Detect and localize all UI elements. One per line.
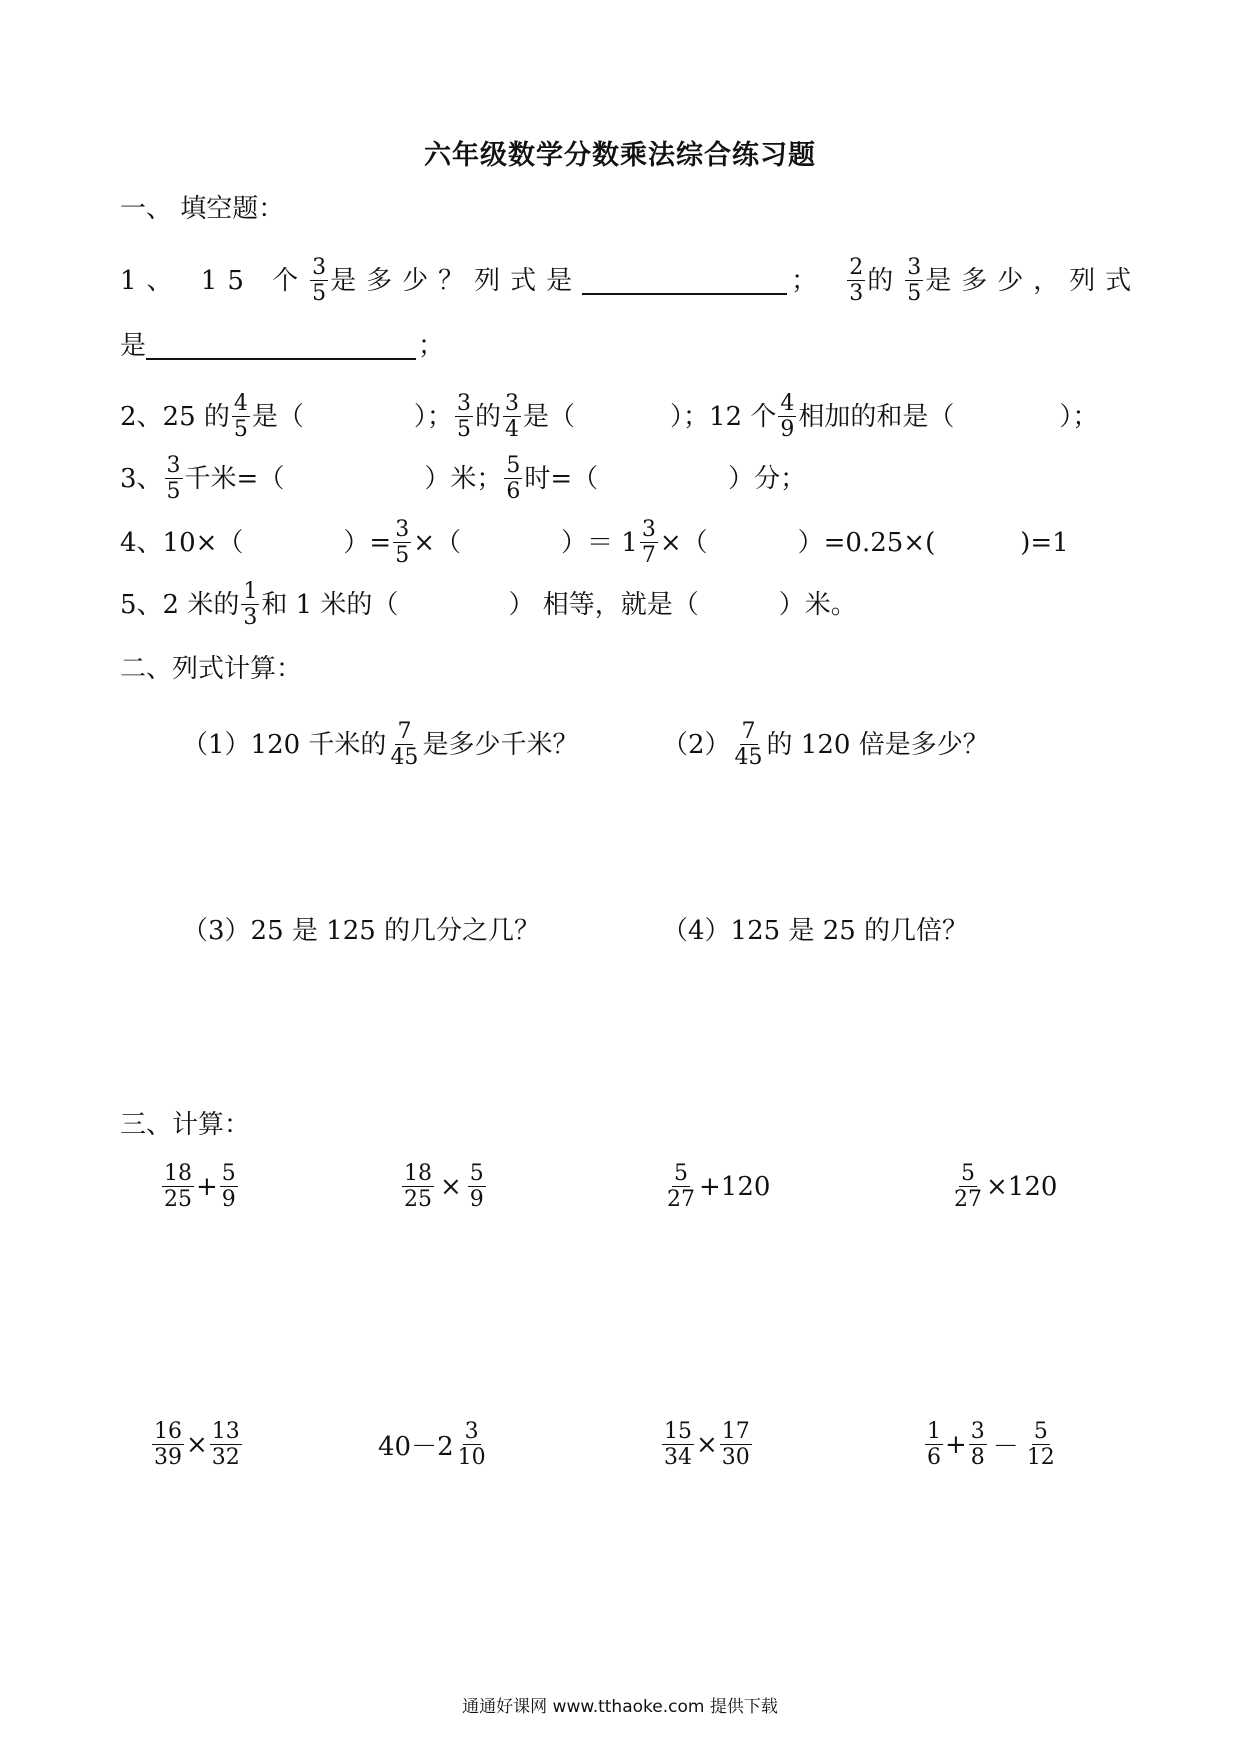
calc-2-4: $\frac{1}{6}$ + $\frac{3}{8}$ － $\frac{5}{12}$ [927,1419,1055,1471]
calc-1-3: $\frac{5}{27}$ +120 [667,1161,771,1213]
q1-frac-a: $\frac{3}{5}$ [312,255,327,307]
q1-text-cont: 是 [120,331,147,361]
section2-heading: 二、列式计算： [120,654,303,684]
q4-text-3: ×（ [413,527,462,558]
q1-text-a: 1、 15 个 [120,265,309,296]
q5-text-4: ）米。 [778,589,857,620]
q2-text-5: 是（ [522,401,575,432]
question-2 [120,392,1098,441]
footer-credit: 通通好课网 www.tthaoke.com 提供下载 [462,1697,778,1717]
calc-1-4: $\frac{5}{27}$ ×120 [954,1161,1058,1213]
q2-text-1: 2、25 的 [120,401,230,432]
q1-answer-blank-2[interactable] [146,332,416,360]
q2-text-7: 相加的和是（ [798,401,955,432]
s2q2-text-b: 的 120 倍是多少？ [766,729,989,760]
q2-frac-4: $\frac{4}{9}$ [780,391,795,443]
q1-end: ； [418,331,445,361]
calc-2-1: $\frac{16}{39}$ × $\frac{13}{32}$ [154,1419,240,1471]
q3-text-2: 千米=（ [184,463,285,494]
q1-frac-b: $\frac{2}{3}$ [849,255,864,307]
q4-text-5: ×（ [659,527,708,558]
calc-1-1: $\frac{18}{25}$ + $\frac{5}{9}$ [164,1161,236,1213]
s2q1-frac: $\frac{7}{45}$ [390,719,419,771]
q4-text-4: ）＝ 1 [561,527,638,558]
question-3 [120,454,806,503]
q2-frac-2: $\frac{3}{5}$ [456,391,471,443]
q1-frac-c: $\frac{3}{5}$ [907,255,922,307]
calc-2-2: 40－2 $\frac{3}{10}$ [378,1419,486,1471]
q4-frac-1: $\frac{3}{5}$ [395,517,410,569]
q2-text-6: ）；12 个 [669,401,777,432]
s2q2-text-a: （2） [662,729,731,760]
q2-frac-1: $\frac{4}{5}$ [233,391,248,443]
q2-text-8: ）； [1059,401,1099,432]
q1-text-d: 是多少，列式 [925,265,1142,296]
q2-text-4: 的 [474,401,501,432]
page-title: 六年级数学分数乘法综合练习题 [424,140,816,171]
calc-2-3: $\frac{15}{34}$ × $\frac{17}{30}$ [664,1419,750,1471]
s2-question-4: （4）125 是 25 的几倍？ [662,916,969,946]
q2-text-2: 是（ [251,401,304,432]
q4-text-7: )=1 [1020,527,1069,558]
question-1 [120,256,1141,305]
question-5 [120,580,857,629]
s2q1-text-b: 是多少千米？ [422,729,579,760]
q4-text-1: 4、10×（ [120,527,244,558]
section1-heading: 一、 填空题： [120,194,285,224]
s2-question-1 [182,720,578,769]
q1-text-c: 的 [867,265,904,296]
q3-frac-1: $\frac{3}{5}$ [166,453,181,505]
s2q1-text-a: （1）120 千米的 [182,729,387,760]
q3-text-4: 时=（ [524,463,599,494]
q2-frac-3: $\frac{3}{4}$ [504,391,519,443]
q3-text-1: 3、 [120,463,163,494]
q3-frac-2: $\frac{5}{6}$ [506,453,521,505]
q5-frac-1: $\frac{1}{3}$ [243,579,258,631]
q4-text-2: ）= [343,527,392,558]
q5-text-2: 和 1 米的（ [261,589,399,620]
q4-text-6: ）=0.25×( [797,527,936,558]
s2q2-frac: $\frac{7}{45}$ [734,719,763,771]
question-1-continued [120,332,444,360]
q5-text-1: 5、2 米的 [120,589,240,620]
q4-frac-2: $\frac{3}{7}$ [641,517,656,569]
calc-1-2: $\frac{18}{25}$ × $\frac{5}{9}$ [404,1161,484,1213]
s2-question-2 [662,720,989,769]
q3-text-5: ）分； [728,463,807,494]
q2-text-3: ）； [413,401,453,432]
section3-heading: 三、计算： [120,1110,251,1140]
question-4 [120,518,1069,567]
q1-semicolon: ； [791,265,828,296]
q3-text-3: ）米； [424,463,503,494]
q1-text-b: 是多少？列式是 [330,265,583,296]
q1-answer-blank-1[interactable] [582,267,787,295]
q5-text-3: ） 相等，就是（ [508,589,699,620]
s2-question-3: （3）25 是 125 的几分之几？ [182,916,541,946]
